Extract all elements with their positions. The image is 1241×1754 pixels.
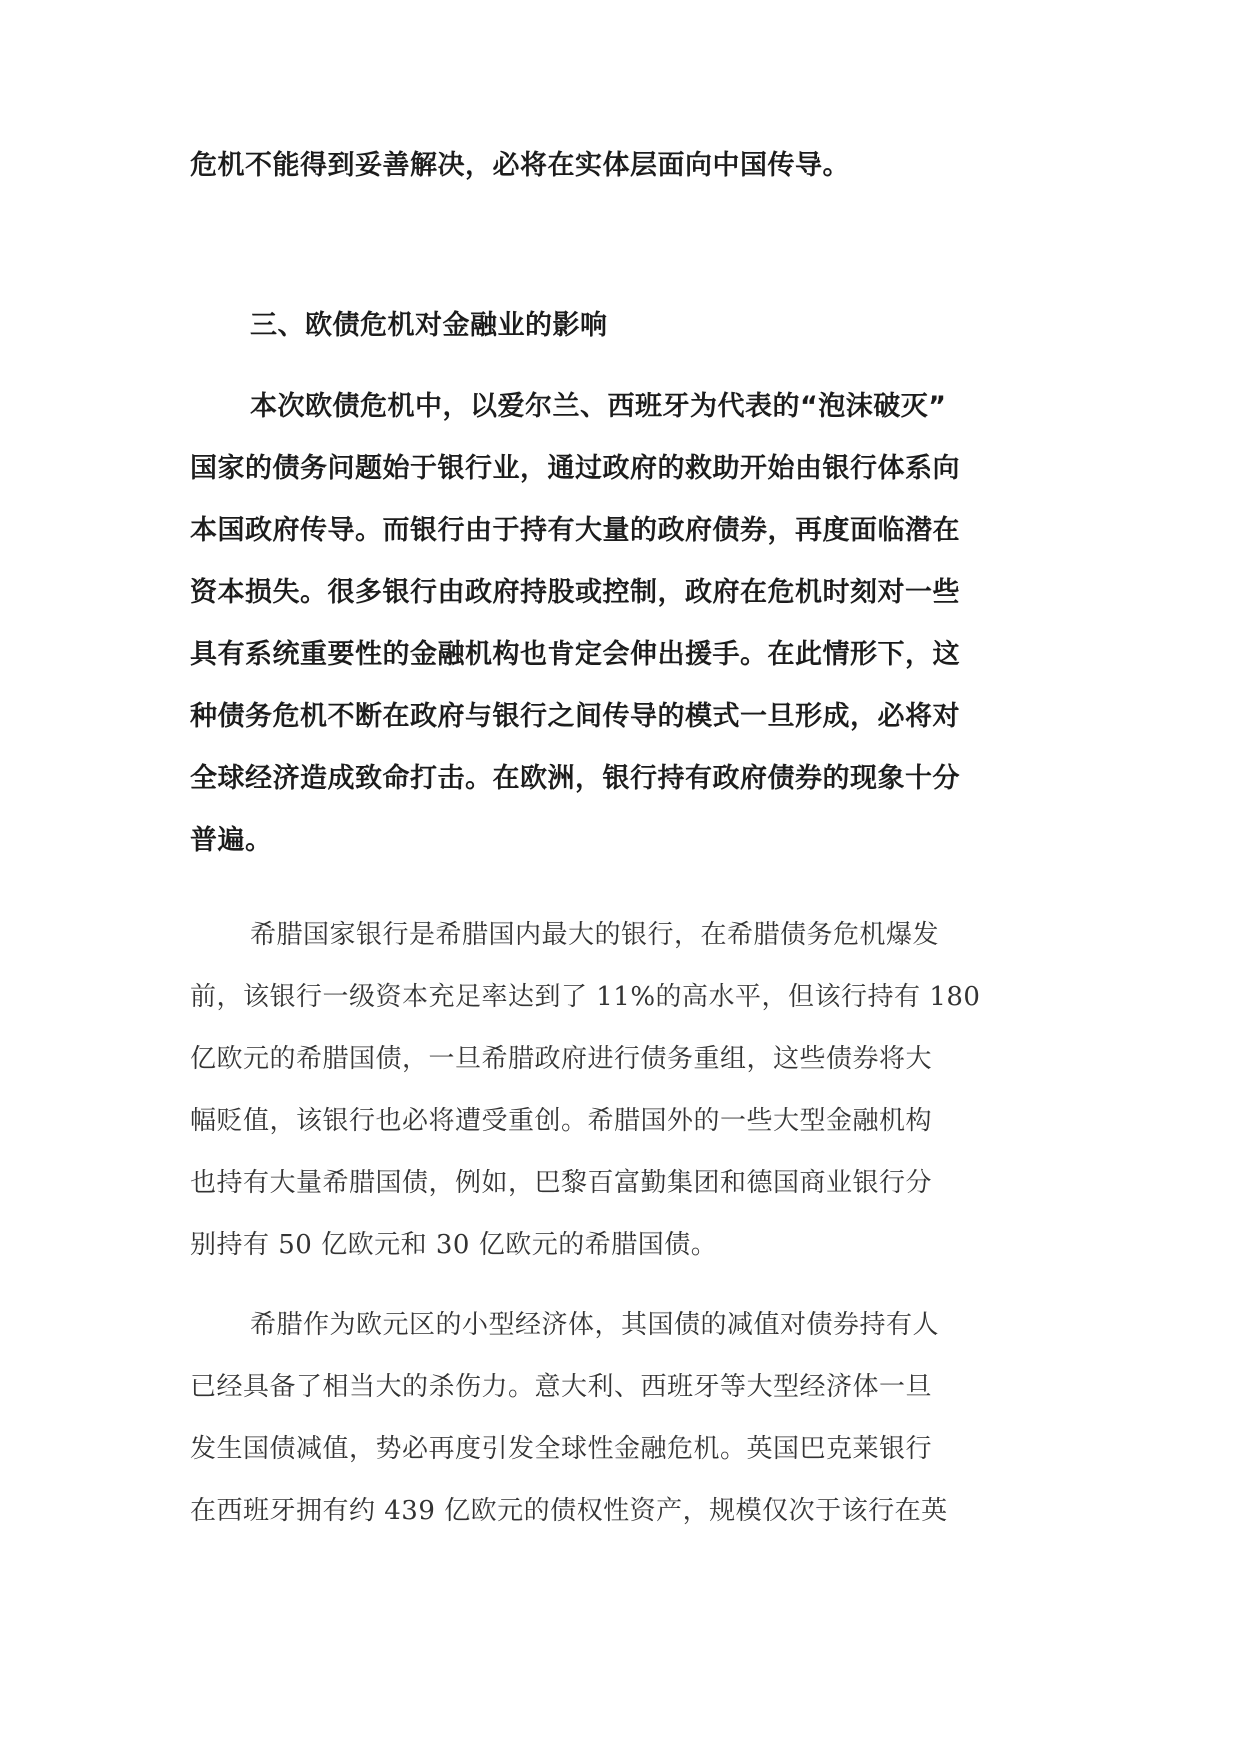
section-heading: 三、欧债危机对金融业的影响 (250, 310, 608, 341)
paragraph-1-line: 本次欧债危机中，以爱尔兰、西班牙为代表的“泡沫破灭” (250, 391, 947, 422)
paragraph-1-line: 国家的债务问题始于银行业，通过政府的救助开始由银行体系向 (190, 453, 960, 484)
paragraph-3-line: 在西班牙拥有约 439 亿欧元的债权性资产，规模仅次于该行在英 (190, 1496, 948, 1526)
paragraph-2-line: 幅贬值，该银行也必将遭受重创。希腊国外的一些大型金融机构 (190, 1106, 933, 1136)
paragraph-1-line: 全球经济造成致命打击。在欧洲，银行持有政府债券的现象十分 (190, 763, 960, 794)
paragraph-1-line: 具有系统重要性的金融机构也肯定会伸出援手。在此情形下，这 (190, 639, 960, 670)
paragraph-1-line: 资本损失。很多银行由政府持股或控制，政府在危机时刻对一些 (190, 577, 960, 608)
paragraph-1-line: 普遍。 (190, 825, 273, 856)
paragraph-3-line: 希腊作为欧元区的小型经济体，其国债的减值对债券持有人 (250, 1310, 940, 1340)
paragraph-2-line: 别持有 50 亿欧元和 30 亿欧元的希腊国债。 (190, 1230, 718, 1260)
paragraph-1-line: 本国政府传导。而银行由于持有大量的政府债券，再度面临潜在 (190, 515, 960, 546)
paragraph-1-line: 种债务危机不断在政府与银行之间传导的模式一旦形成，必将对 (190, 701, 960, 732)
continuation-line: 危机不能得到妥善解决，必将在实体层面向中国传导。 (190, 150, 850, 181)
paragraph-2-line: 希腊国家银行是希腊国内最大的银行，在希腊债务危机爆发 (250, 920, 940, 950)
paragraph-3-line: 已经具备了相当大的杀伤力。意大利、西班牙等大型经济体一旦 (190, 1372, 933, 1402)
paragraph-2-line: 亿欧元的希腊国债，一旦希腊政府进行债务重组，这些债券将大 (190, 1044, 933, 1074)
paragraph-3-line: 发生国债减值，势必再度引发全球性金融危机。英国巴克莱银行 (190, 1434, 933, 1464)
paragraph-2-line: 前，该银行一级资本充足率达到了 11%的高水平，但该行持有 180 (190, 982, 981, 1012)
paragraph-2-line: 也持有大量希腊国债，例如，巴黎百富勤集团和德国商业银行分 (190, 1168, 933, 1198)
